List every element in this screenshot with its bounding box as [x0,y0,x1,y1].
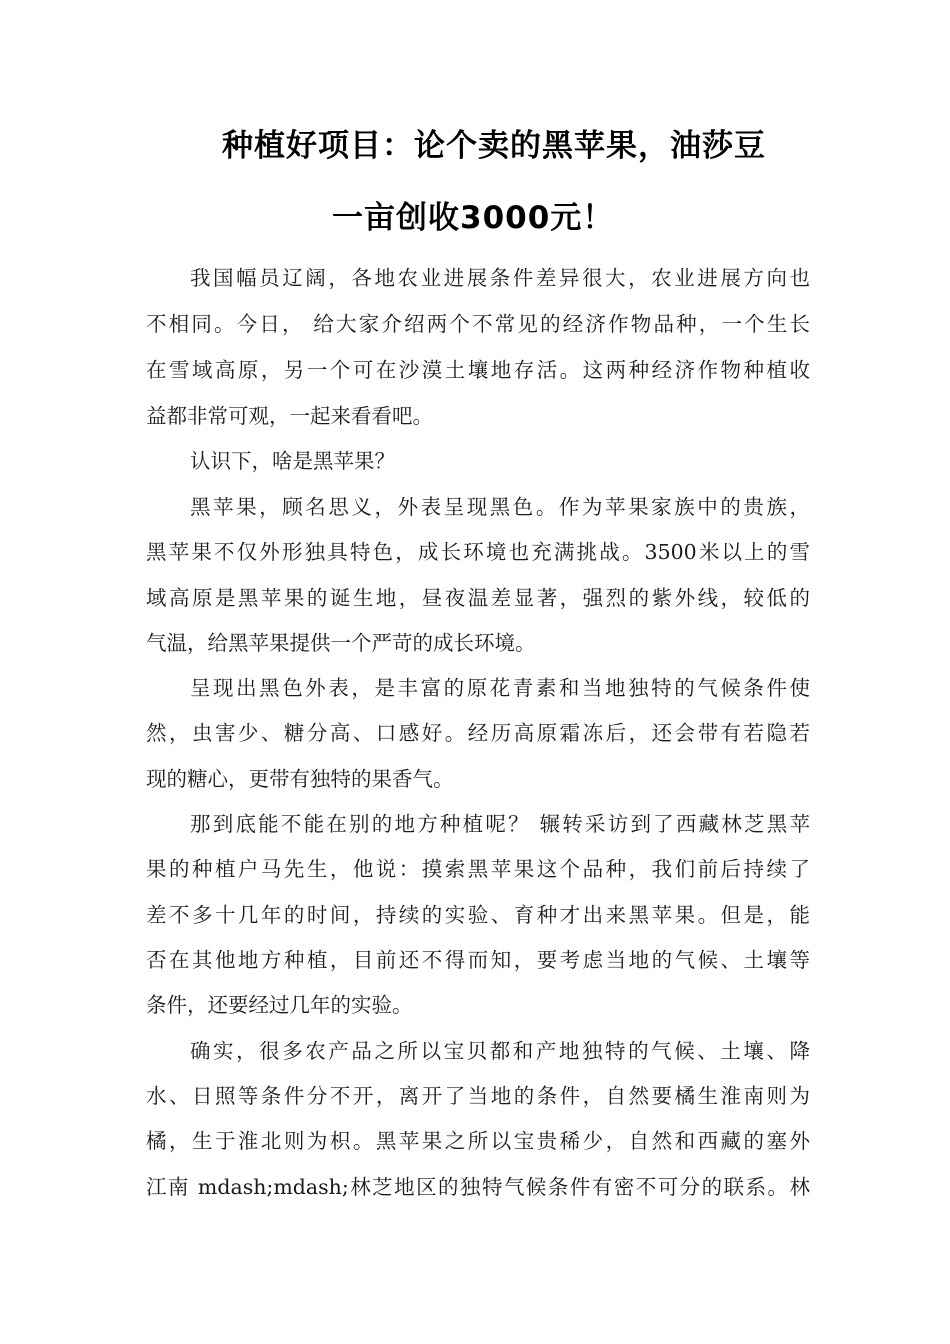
paragraph-line: 条件，还要经过几年的实验。 [146,993,413,1017]
paragraph-line: 气温，给黑苹果提供一个严苛的成长环境。 [146,631,536,655]
paragraph-line: 那到底能不能在别的地方种植呢？ 辗转采访到了西藏林芝黑苹 [190,812,810,836]
paragraph-line: 我国幅员辽阔，各地农业进展条件差异很大，农业进展方向也 [190,266,810,290]
paragraph-line: 差不多十几年的时间，持续的实验、育种才出来黑苹果。但是，能 [146,903,810,927]
paragraph-line: 橘，生于淮北则为枳。黑苹果之所以宝贵稀少，自然和西藏的塞外 [146,1129,810,1153]
paragraph-line: 益都非常可观，一起来看看吧。 [146,404,433,428]
paragraph-line: 认识下，啥是黑苹果？ [190,449,395,473]
paragraph-line: 果的种植户马先生，他说：摸索黑苹果这个品种，我们前后持续了 [146,857,810,881]
paragraph-line: 在雪域高原，另一个可在沙漠土壤地存活。这两种经济作物种植收 [146,358,810,382]
document-title-line-1: 种植好项目：论个卖的黑苹果，油莎豆 [222,128,766,164]
paragraph-line: 呈现出黑色外表，是丰富的原花青素和当地独特的气候条件使 [190,676,810,700]
paragraph-line: 江南 mdash;mdash;林芝地区的独特气候条件有密不可分的联系。林 [146,1175,810,1199]
paragraph-line: 黑苹果不仅外形独具特色，成长环境也充满挑战。3500米以上的雪 [146,540,810,564]
document-title-line-2: 一亩创收3000元！ [332,200,615,236]
paragraph-line: 水、日照等条件分不开，离开了当地的条件，自然要橘生淮南则为 [146,1084,810,1108]
paragraph-line: 现的糖心，更带有独特的果香气。 [146,767,454,791]
paragraph-line: 黑苹果，顾名思义，外表呈现黑色。作为苹果家族中的贵族， [190,495,810,519]
paragraph-line: 域高原是黑苹果的诞生地，昼夜温差显著，强烈的紫外线，较低的 [146,586,810,610]
paragraph-line: 不相同。今日， 给大家介绍两个不常见的经济作物品种，一个生长 [146,312,810,336]
paragraph-line: 否在其他地方种植，目前还不得而知，要考虑当地的气候、土壤等 [146,948,810,972]
paragraph-line: 然，虫害少、糖分高、口感好。经历高原霜冻后，还会带有若隐若 [146,721,810,745]
paragraph-line: 确实，很多农产品之所以宝贝都和产地独特的气候、土壤、降 [190,1039,810,1063]
